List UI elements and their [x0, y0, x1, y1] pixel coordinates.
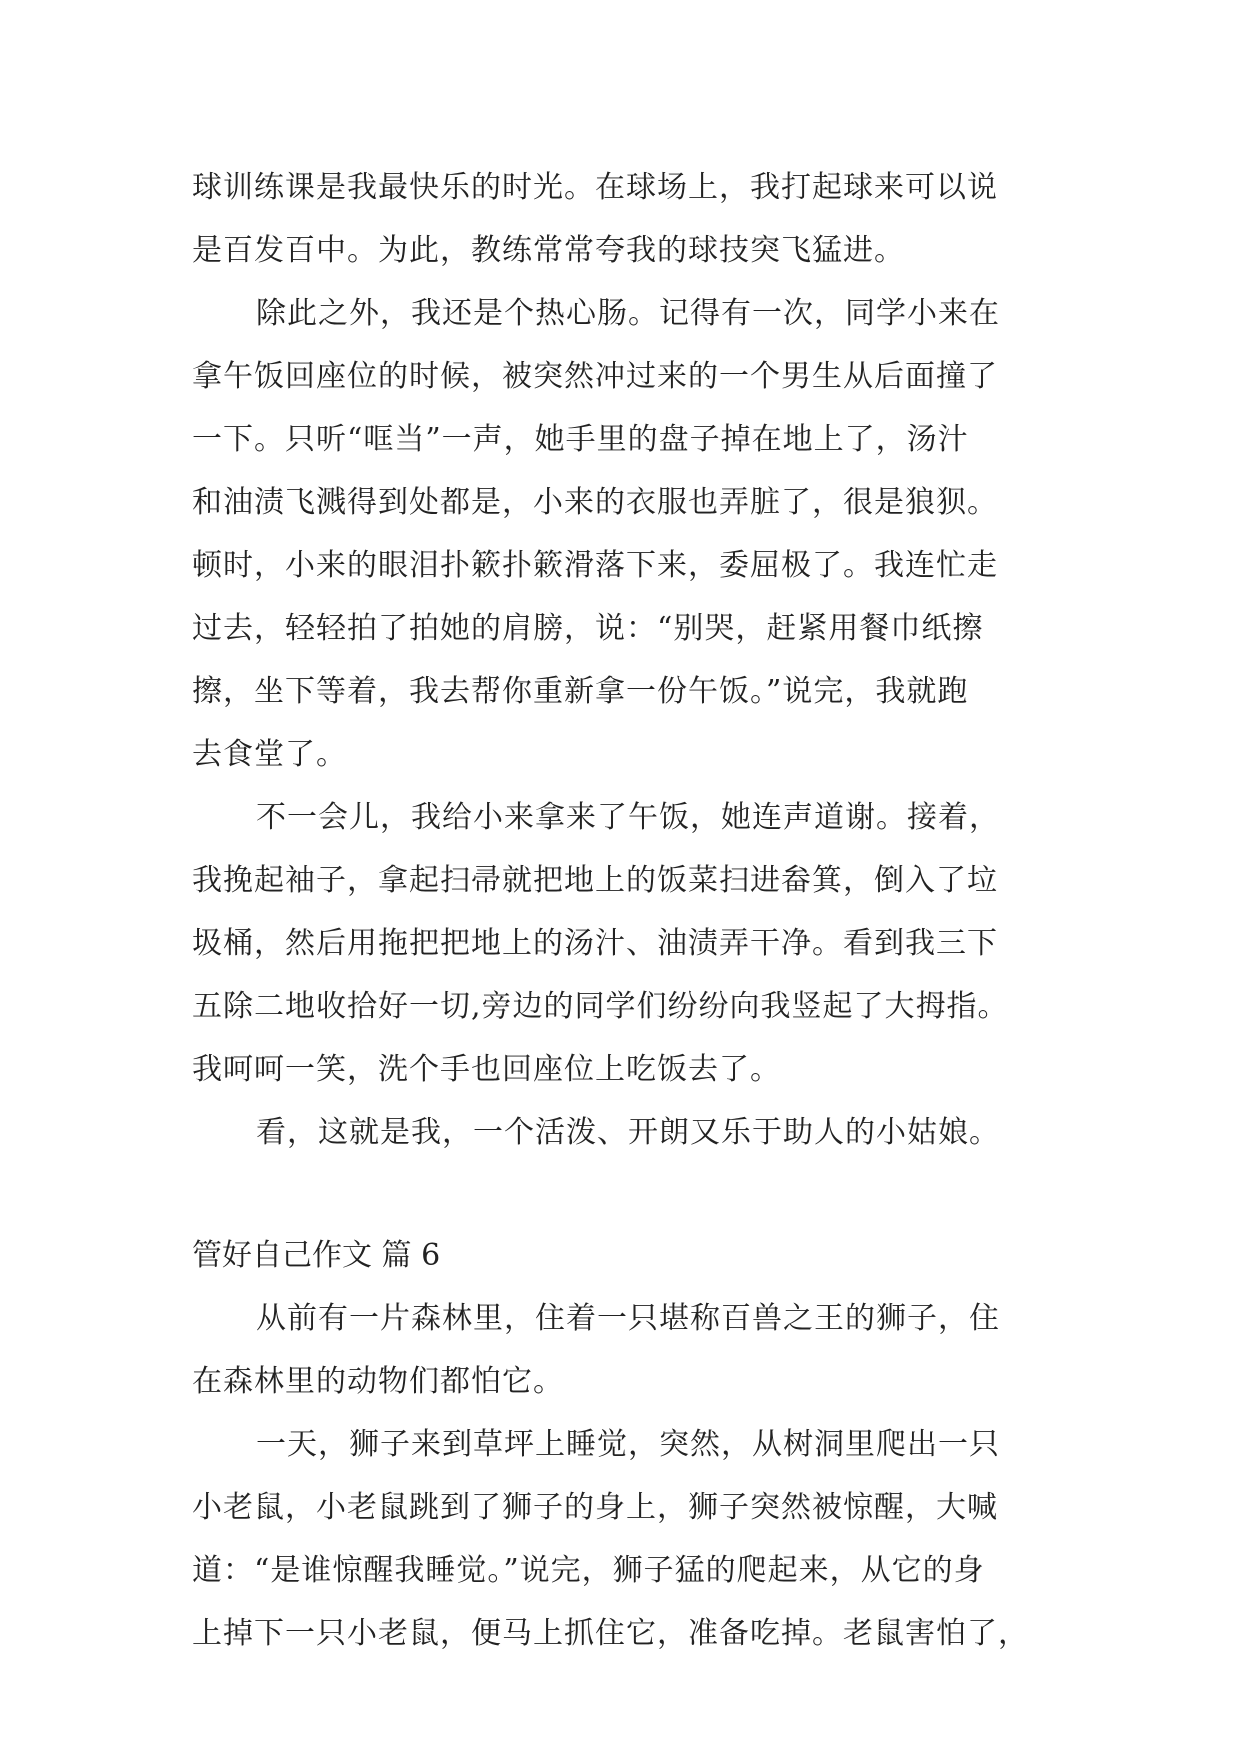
paragraph-line: 一下。只听“哐当”一声，她手里的盘子掉在地上了，汤汁: [192, 422, 969, 457]
paragraph-line: 我挽起袖子，拿起扫帚就把地上的饭菜扫进畚箕，倒入了垃: [192, 863, 998, 898]
paragraph-line: 过去，轻轻拍了拍她的肩膀，说：“别哭，赶紧用餐巾纸擦: [192, 611, 984, 646]
paragraph-line: 去食堂了。: [192, 737, 347, 772]
paragraph-line: 圾桶，然后用拖把把地上的汤汁、油渍弄干净。看到我三下: [192, 926, 998, 961]
paragraph-line: 擦，坐下等着，我去帮你重新拿一份午饭。”说完，我就跑: [192, 674, 969, 709]
paragraph-line: 不一会儿，我给小来拿来了午饭，她连声道谢。接着，: [256, 800, 1000, 835]
paragraph-line: 和油渍飞溅得到处都是，小来的衣服也弄脏了，很是狼狈。: [192, 485, 998, 520]
paragraph-line: 除此之外，我还是个热心肠。记得有一次，同学小来在: [256, 296, 1000, 331]
paragraph-line: 一天，狮子来到草坪上睡觉，突然，从树洞里爬出一只: [256, 1427, 1000, 1462]
paragraph-line: 看，这就是我，一个活泼、开朗又乐于助人的小姑娘。: [256, 1115, 1000, 1150]
paragraph-line: 五除二地收拾好一切,旁边的同学们纷纷向我竖起了大拇指。: [192, 989, 1009, 1024]
paragraph-line: 拿午饭回座位的时候，被突然冲过来的一个男生从后面撞了: [192, 359, 998, 394]
paragraph-line: 从前有一片森林里，住着一只堪称百兽之王的狮子，住: [256, 1301, 1000, 1336]
paragraph-line: 顿时，小来的眼泪扑簌扑簌滑落下来，委屈极了。我连忙走: [192, 548, 998, 583]
paragraph-line: 小老鼠，小老鼠跳到了狮子的身上，狮子突然被惊醒，大喊: [192, 1490, 998, 1525]
paragraph-line: 是百发百中。为此，教练常常夸我的球技突飞猛进。: [192, 233, 905, 268]
paragraph-line: 我呵呵一笑，洗个手也回座位上吃饭去了。: [192, 1052, 781, 1087]
paragraph-line: 道：“是谁惊醒我睡觉。”说完，狮子猛的爬起来，从它的身: [192, 1553, 985, 1588]
section-heading: 管好自己作文 篇 6: [192, 1238, 441, 1273]
document-body: [192, 156, 1072, 1665]
paragraph-line: 上掉下一只小老鼠，便马上抓住它，准备吃掉。老鼠害怕了，: [192, 1616, 1029, 1651]
section-gap: [192, 1164, 1072, 1224]
paragraph-line: 在森林里的动物们都怕它。: [192, 1364, 564, 1399]
paragraph-line: 球训练课是我最快乐的时光。在球场上，我打起球来可以说: [192, 170, 998, 205]
